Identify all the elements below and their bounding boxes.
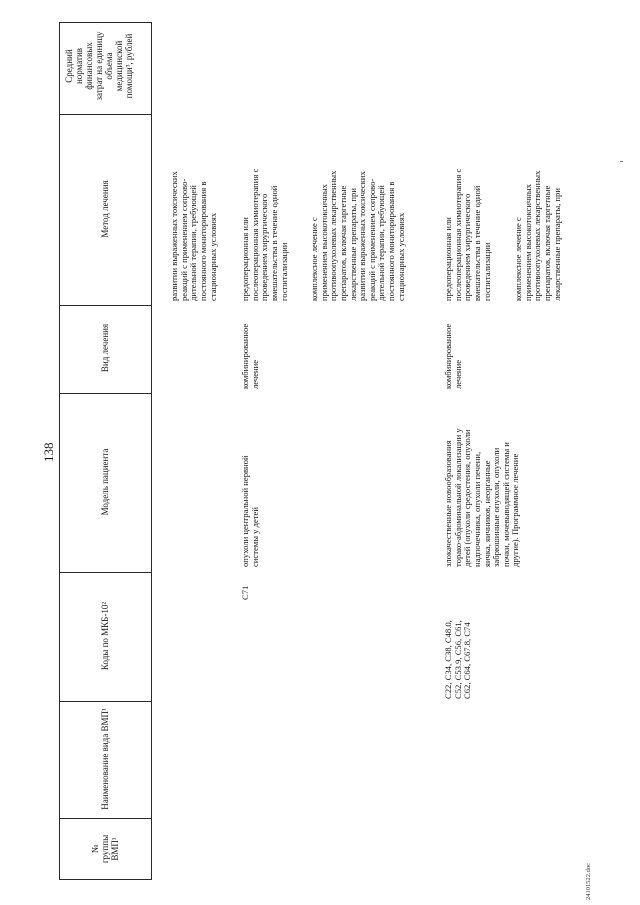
header-treatment-type: Вид лечения [100,323,110,373]
row-1-treatment-method-2: комплексное лечение с применением высокотоксичных противоопухолевых лекарственных препаратов, включая таргетные лекарственные препараты, при развитии выраженных токсических реакций с применением сопрово- дительной терапии, требующей постоянного мониторирования в стационарных условиях [309,170,406,301]
row-2-treatment-type: комбинированное лечение [443,323,463,389]
row-2-patient-model: злокачественные новообразования торако-абдоминальной локализации у детей (опухоли средостения, опухоли надпочечника, опухоли печени, яичка, яичников, неорганные забрюшинные опухоли, опухоли почки, мочевыводящей системы и другие). Программное лечение [443,428,521,567]
scan-mark [620,161,623,162]
table-border-left [59,22,60,880]
row-2-treatment-method-2: комплексное лечение с применением высокотоксичных противоопухолевых лекарственных препаратов, включая таргетные лекарственные препараты, при [513,170,562,301]
header-icd-codes: Коды по МКБ-10² [100,601,110,671]
row-2-icd-codes: C22, C34, C38, C48.0, C52, C53.9, C56, C61, C62, C64, C67.8, C74 [443,620,473,699]
header-row-separator [151,22,152,880]
header-patient-model: Модель пациента [100,448,110,516]
col-sep-4 [59,393,151,394]
page-number: 138 [41,442,56,462]
header-treatment-method: Метод лечения [100,180,110,238]
row-0-treatment-method: развитии выраженных токсических реакций с применением сопрово- дительной терапии, требующей постоянного мониторирования в стационарных условиях [169,171,218,301]
table-border-bottom [59,879,151,880]
row-1-treatment-method-1: предоперационная или послеоперационная химиотерапия с проведением хирургического вмешательства в течение одной госпитализации [240,168,289,301]
row-2-treatment-method-1: предоперационная или послеоперационная химиотерапия с проведением хирургического вмешательства в течение одной госпитализации [443,168,492,301]
col-sep-6 [59,114,151,115]
header-group-number: № группы ВМП¹ [90,834,121,864]
col-sep-3 [59,572,151,573]
col-sep-2 [59,701,151,702]
row-1-icd-codes: C71 [240,585,250,600]
header-vmp-name: Наименование вида ВМП¹ [100,708,110,810]
header-average-cost: Средний норматив финансовых затрат на единицу объема медицинской помощи³, рублей [64,31,135,101]
col-sep-1 [59,818,151,819]
row-1-patient-model: опухоли центральной нервной системы у детей [240,455,260,567]
footer-document-code: 24101522.doc [585,862,592,900]
row-1-treatment-type: комбинированное лечение [240,323,260,389]
